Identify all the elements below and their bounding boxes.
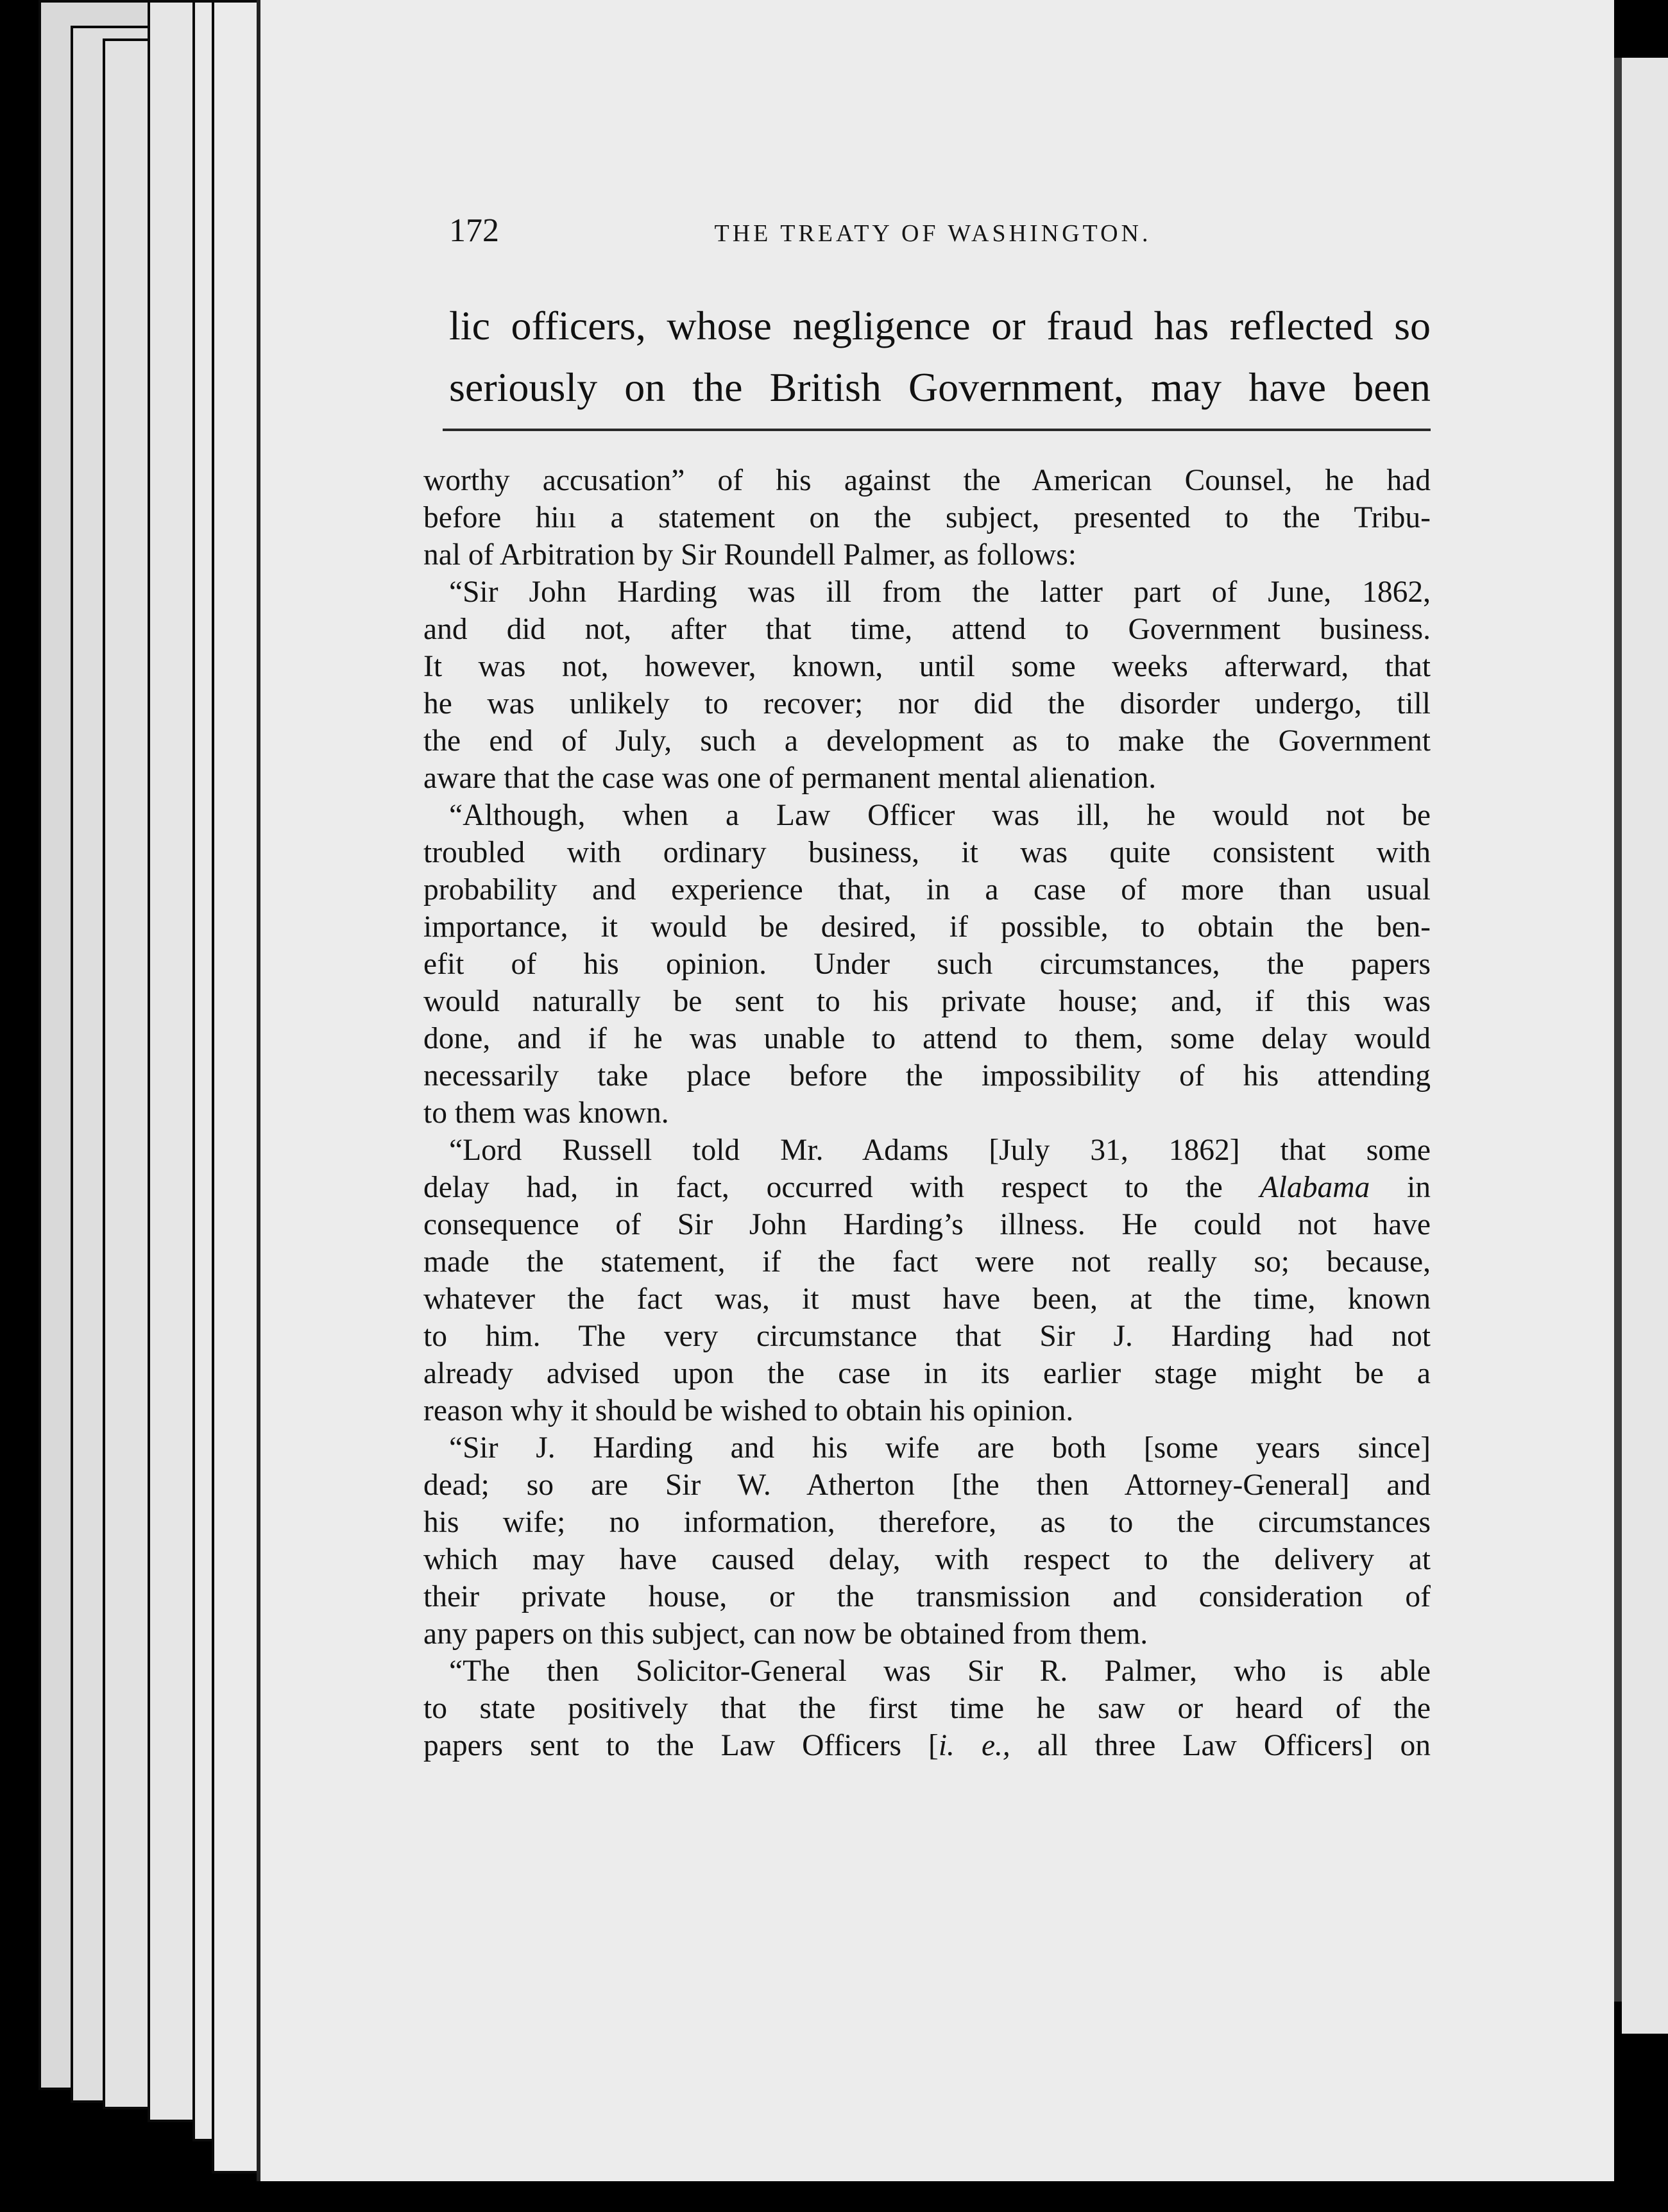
footnote-line: efit of his opinion. Under such circumstances, the papers [423, 948, 1431, 981]
footnote-line: “Sir John Harding was ill from the latter part of June, 1862, [449, 575, 1431, 609]
footnote-line: “Although, when a Law Officer was ill, he would not be [449, 799, 1431, 832]
footnote-line: aware that the case was one of permanent mental alienation. [423, 761, 1157, 795]
footnote-line: “Lord Russell told Mr. Adams [July 31, 1862] that some [449, 1134, 1431, 1167]
text-line: seriously on the British Government, may have been [449, 364, 1431, 410]
footnote-line: probability and experience that, in a case of more than usual [423, 873, 1431, 906]
page-number: 172 [449, 212, 499, 249]
footnote-line: would naturally be sent to his private house; and, if this was [423, 985, 1431, 1018]
footnote-segment: in [1407, 1171, 1431, 1204]
footnote-line: his wife; no information, therefore, as to the circumstances [423, 1506, 1431, 1539]
footnote-line: consequence of Sir John Harding’s illness. He could not have [423, 1208, 1431, 1241]
footnote-line [423, 1169, 1431, 1206]
footnote-line: their private house, or the transmission and consideration of [423, 1580, 1431, 1613]
running-head [449, 212, 1206, 250]
footnote-line: made the statement, if the fact were not really so; because, [423, 1245, 1431, 1279]
footnote-segment: delay had, in fact, occurred with respect to the [423, 1171, 1223, 1204]
footnote-line [423, 1727, 1431, 1764]
footnote-line: necessarily take place before the impossibility of his attending [423, 1059, 1431, 1093]
footnote-line: which may have caused delay, with respect to the delivery at [423, 1543, 1431, 1576]
footnote-line: to state positively that the first time he saw or heard of the [423, 1692, 1431, 1725]
footnote-line: “Sir J. Harding and his wife are both [some years since] [449, 1431, 1431, 1465]
footnote-line: he was unlikely to recover; nor did the disorder undergo, till [423, 687, 1431, 720]
footnote-line: any papers on this subject, can now be obtained from them. [423, 1617, 1148, 1651]
footnote-line: It was not, however, known, until some weeks afterward, that [423, 650, 1431, 683]
footnote-segment: all three Law Officers] on [1037, 1729, 1431, 1762]
footnote-segment: papers sent to the Law Officers [ [423, 1729, 939, 1762]
facing-page-edge [1622, 58, 1668, 2034]
footnote-line: done, and if he was unable to attend to them, some delay would [423, 1022, 1431, 1055]
abbreviation: i. e., [938, 1729, 1010, 1762]
footnote-line: to him. The very circumstance that Sir J. Harding had not [423, 1320, 1431, 1353]
main-text [449, 295, 1431, 418]
running-title: THE TREATY OF WASHINGTON. [714, 220, 1152, 247]
footnote-line: troubled with ordinary business, it was quite consistent with [423, 836, 1431, 869]
footnote-line: the end of July, such a development as to make the Government [423, 724, 1431, 758]
footnote-line: whatever the fact was, it must have been, at the time, known [423, 1282, 1431, 1316]
ship-name: Alabama [1259, 1171, 1370, 1204]
footnote-line: dead; so are Sir W. Atherton [the then Attorney-General] and [423, 1468, 1431, 1502]
footnote-line: to them was known. [423, 1096, 669, 1130]
footnote-line: worthy accusation” of his against the American Counsel, he had [423, 464, 1431, 497]
footnote [423, 462, 1431, 1764]
footnote-line: “The then Solicitor-General was Sir R. Palmer, who is able [449, 1655, 1431, 1688]
footnote-line: before hiıı a statement on the subject, presented to the Tribu- [423, 501, 1431, 534]
text-line: lic officers, whose negligence or fraud has reflected so [449, 303, 1431, 348]
footnote-line: already advised upon the case in its earlier stage might be a [423, 1357, 1431, 1390]
footnote-line: importance, it would be desired, if possible, to obtain the ben- [423, 910, 1431, 944]
footnote-line: nal of Arbitration by Sir Roundell Palmer, as follows: [423, 538, 1077, 572]
footnote-line: and did not, after that time, attend to Government business. [423, 613, 1431, 646]
footnote-rule [443, 429, 1431, 431]
footnote-line: reason why it should be wished to obtain his opinion. [423, 1394, 1074, 1427]
